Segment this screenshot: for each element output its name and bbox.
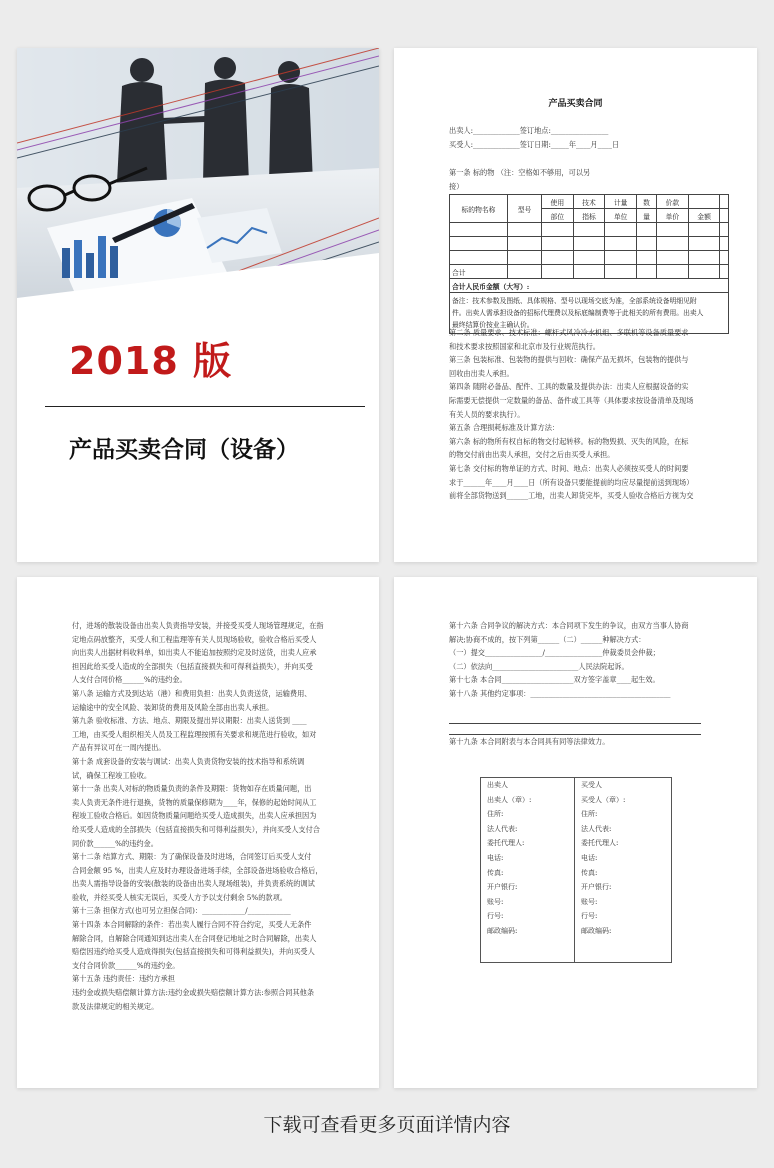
header-block (449, 124, 729, 151)
buyer-field: 买受人 (581, 781, 602, 789)
buyer-line: 买受人:_____________签订日期:_____年____月____日 (449, 139, 620, 149)
contract-page-2[interactable] (17, 577, 379, 1088)
body-line: 第五条 合理损耗标准及计算方法： (449, 423, 560, 433)
seller-field: 邮政编码: (487, 926, 518, 935)
buyer-column (581, 778, 625, 939)
body-line: 担因此给买受人造成的全部损失（包括直接损失和可得利益损失），并向买受 (72, 661, 313, 671)
seller-field: 委托代理人: (487, 839, 525, 848)
body-text (72, 619, 334, 1013)
body-line: 给买受人造成的全部损失（包括直接损失和可得利益损失），并向买受人支付合 (72, 824, 320, 834)
body-line: 和技术要求按照国家和北京市及行业规范执行。 (449, 341, 600, 351)
table-header-cell: 部位 (542, 209, 574, 223)
buyer-field: 邮政编码: (581, 926, 612, 935)
buyer-field: 委托代理人: (581, 839, 619, 848)
body-text (449, 619, 721, 701)
table-header-cell: 单价 (657, 209, 689, 223)
table-header-cell: 型号 (508, 195, 542, 223)
body-line: 违约金或损失赔偿额计算方法:违约金或损失赔偿额计算方法:参照合同其他条 (72, 988, 315, 998)
body-line: 第三条 包装标准、包装物的提供与回收：确保产品无损坏，包装物的提供与 (449, 355, 689, 365)
table-rmb-label: 合计人民币金额（大写）: (450, 279, 729, 293)
body-line: 解决;协商不成的，按下列第______（二）______种解决方式： (449, 634, 646, 644)
body-line: 回收由出卖人承担。 (449, 368, 514, 378)
table-total-label: 合计 (450, 265, 508, 279)
contract-page-1[interactable] (394, 48, 757, 562)
table-header-cell: 使用 (542, 195, 574, 209)
body-line: 际需要无偿提供一定数量的备品、备件或工具等（具体要求按设备清单及现场 (449, 395, 694, 405)
cover-photo (17, 48, 379, 298)
body-line: 第十条 成套设备的安装与调试：出卖人负责货物安装的技术指导和系统调 (72, 756, 305, 766)
signature-table (480, 777, 672, 963)
body-line: 第四条 随附必备品、配件、工具的数量及提供办法：出卖人应根据设备的实 (449, 382, 689, 392)
body-line: （一）提交________________/________________仲裁委员会仲裁； (449, 648, 660, 658)
seller-field: 行号: (487, 912, 504, 921)
table-rmb-row (450, 279, 729, 293)
article19-block (449, 735, 721, 749)
body-line: 第十八条 其他约定事项：_______________________________________ (449, 688, 671, 698)
seller-field: 法人代表: (487, 824, 518, 833)
table-header-row (450, 195, 729, 209)
buyer-field: 法人代表: (581, 824, 612, 833)
body-line: 向出卖人出据材料收料单，如出卖人不能追加按照约定及时送货，出卖人应承 (72, 648, 317, 658)
body-line: 第二条 质量要求、技术标准：螺杆式风冷冷水机组、多联机等设备质量要求 (449, 328, 689, 337)
seller-field: 住所: (487, 810, 504, 819)
body-line: 支付合同价款______%的违约金。 (72, 960, 180, 970)
body-line: 赔偿因违约给买受人造成得损失(包括直接损失和可得利益损失)，并向买受人 (72, 947, 315, 957)
article1-block (449, 166, 729, 193)
article1-line: 第一条 标的物 （注：空格如不够用，可以另 (449, 168, 591, 177)
table-row (450, 237, 729, 251)
body-line: 第十七条 本合同____________________双方签字盖章____起生效。 (449, 675, 660, 685)
body-line: 第十一条 出卖人对标的物质量负责的条件及期限：货物如存在质量问题，出 (72, 784, 312, 794)
table-header-cell: 计量 (605, 195, 637, 209)
goods-table (449, 194, 729, 334)
cover-year: 2018 版 (69, 339, 232, 383)
seller-field: 账号: (487, 897, 504, 906)
table-header-cell: 标的物名称 (450, 195, 508, 223)
table-note-line: 备注：技术参数及图纸、具体规格、型号以现场交底为准，全部系统设备明细见附 (452, 297, 697, 305)
table-note-line: 最终结算价按业主确认价。 (452, 321, 534, 329)
body-line: 第十三条 担保方式(也可另立担保合同)：____________/____________ (72, 906, 291, 916)
body-line: 有关人员的要求执行）。 (449, 409, 525, 419)
table-row (450, 223, 729, 237)
cover-page[interactable] (17, 48, 379, 562)
cover-title: 产品买卖合同（设备） (69, 437, 299, 463)
blank-line (449, 723, 701, 724)
body-line: 卖人负责无条件进行退换，货物的质量保修期为____年，保修的起始时间从工 (72, 797, 317, 807)
seller-field: 出卖人 (487, 781, 508, 789)
article19-line: 第十九条 本合同附表与本合同具有同等法律效力。 (449, 737, 610, 746)
table-header-cell: 金额 (688, 209, 720, 223)
table-total-row (450, 265, 729, 279)
body-line: 第六条 标的物所有权自标的物交付起转移。标的物毁损、灭失的风险，在标 (449, 436, 689, 446)
seller-field: 电话: (487, 853, 504, 862)
body-line: 前将全部货物送到______工地，出卖人卸货完毕，买受人验收合格后方视为交 (449, 491, 694, 501)
table-header-cell: 价款 (657, 195, 689, 209)
body-line: 工地，由买受人组织相关人员及工程监理按照有关要求和规范进行验收，如对 (72, 729, 317, 739)
buyer-field: 电话: (581, 853, 598, 862)
signature-divider (574, 778, 575, 962)
buyer-field: 行号: (581, 912, 598, 921)
body-line: 产品有异议可在一周内提出。 (72, 743, 166, 753)
business-meeting-image (17, 48, 379, 298)
body-line: 第九条 验收标准、方法、地点、期限及提出异议期限：出卖人送货到 ____ (72, 716, 307, 726)
table-header-cell: 单位 (605, 209, 637, 223)
body-line: 程竣工验收合格后。如因货物质量问题给买受人造成损失，出卖人应承担因为 (72, 811, 317, 821)
body-line: 第八条 运输方式及到达站（港）和费用负担：出卖人负责送货，运输费用、 (72, 688, 312, 698)
contract-page-3[interactable] (394, 577, 757, 1088)
buyer-field: 传真: (581, 868, 598, 877)
body-line: 解除合同，自解除合同通知到达出卖人在合同登记地址之时合同解除，出卖人 (72, 933, 317, 943)
body-line: 求于______年____月____日（所有设备只要能提前的均应尽量提前送到现场） (449, 477, 694, 487)
body-line: 的物交付前由出卖人承担，交付之后由买受人承担。 (449, 450, 615, 460)
body-line: 第十六条 合同争议的解决方式：本合同项下发生的争议，由双方当事人协商 (449, 621, 689, 630)
table-row (450, 251, 729, 265)
body-line: 运输途中的安全风险、装卸货的费用及风险全部由出卖人承担。 (72, 702, 274, 712)
body-line: 款及法律规定的相关规定。 (72, 1001, 159, 1011)
body-text (449, 326, 729, 503)
article1-line: 接） (449, 181, 464, 191)
body-line: 定地点码放整齐，买受人和工程监理等有关人员现场验收，验收合格后买受人 (72, 634, 317, 644)
body-line: 第十四条 本合同解除的条件：若出卖人履行合同不符合约定，买受人无条件 (72, 920, 312, 930)
seller-column (487, 778, 531, 939)
table-header-cell: 技术 (573, 195, 605, 209)
seller-field: 开户银行: (487, 883, 518, 892)
body-line: 出卖人需指导设备的安装(散装的设备由出卖人现场组装)，并负责系统的调试 (72, 879, 315, 889)
body-line: 第七条 交付标的物单证的方式、时间、地点：出卖人必须按买受人的时间要 (449, 463, 689, 473)
contract-title: 产品买卖合同 (548, 99, 603, 109)
body-line: 试，确保工程竣工验收。 (72, 770, 152, 780)
body-line: 合同金额 95 %，出卖人应及时办理设备进场手续，全部设备进场验收合格后， (72, 865, 323, 875)
buyer-field: 住所: (581, 810, 598, 819)
body-line: （二）依法向________________________人民法院起诉。 (449, 661, 629, 671)
seller-line: 出卖人:_____________签订地点:________________ (449, 126, 609, 135)
seller-field: 传真: (487, 868, 504, 877)
buyer-field: 开户银行: (581, 883, 612, 892)
table-header-cell: 量 (637, 209, 657, 223)
buyer-field: 账号: (581, 897, 598, 906)
body-line: 验收，并经买受人核实无误后，买受人方予以支付剩余 5%的款项。 (72, 892, 287, 902)
seller-field: 出卖人（章）: (487, 795, 532, 804)
footer-download-hint[interactable]: 下载可查看更多页面详情内容 (263, 1114, 511, 1136)
body-line: 同价款______%的违约金。 (72, 838, 158, 848)
body-line: 付，进场的散装设备由出卖人负责指导安装，并接受买受人现场管理规定，在指 (72, 621, 324, 630)
body-line: 第十二条 结算方式、期限：为了确保设备及时进场，合同签订后买受人支付 (72, 852, 312, 862)
cover-divider (45, 406, 365, 407)
table-header-cell: 数 (637, 195, 657, 209)
body-line: 第十五条 违约责任：违约方承担 (72, 974, 175, 984)
buyer-field: 买受人（章）: (581, 795, 626, 804)
table-header-cell: 指标 (573, 209, 605, 223)
body-line: 人支付合同价格______%的违约金。 (72, 675, 187, 685)
table-note-line: 件。出卖人需承担设备的招标代理费以及标底编制费等于此相关的所有费用。出卖人 (452, 309, 704, 317)
